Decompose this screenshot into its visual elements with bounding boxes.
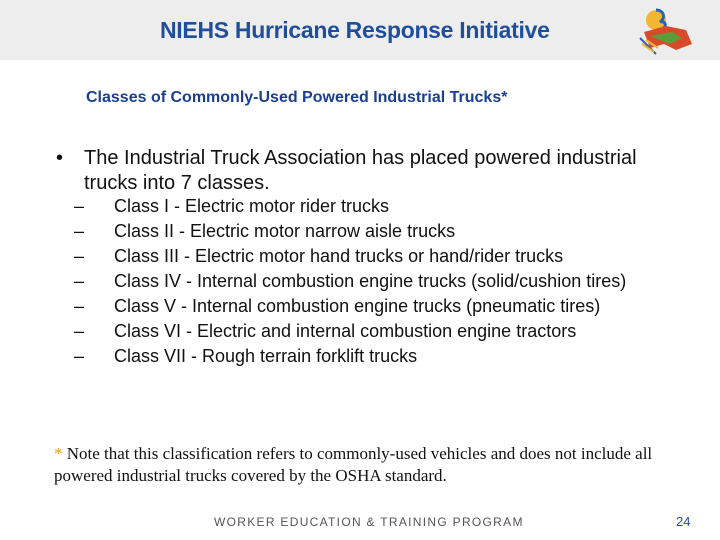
class-list xyxy=(74,196,694,371)
list-item-text: Class IV - Internal combustion engine trucks (solid/cushion tires) xyxy=(114,271,627,291)
footer-program: WORKER EDUCATION & TRAINING PROGRAM xyxy=(214,515,524,529)
dash-marker: – xyxy=(74,296,85,316)
list-item-text: Class VII - Rough terrain forklift trucks xyxy=(114,346,418,366)
footnote-star: * xyxy=(54,444,63,463)
list-item-text: Class V - Internal combustion engine trucks (pneumatic tires) xyxy=(114,296,601,316)
dash-marker: – xyxy=(74,321,85,341)
hurricane-map-logo-icon xyxy=(636,4,696,58)
list-item-text: Class VI - Electric and internal combustion engine tractors xyxy=(114,321,577,341)
list-item-text: Class III - Electric motor hand trucks or hand/rider trucks xyxy=(114,246,564,266)
bullet-text: The Industrial Truck Association has placed powered industrial trucks into 7 classes. xyxy=(84,147,637,194)
footnote xyxy=(54,443,674,487)
list-item xyxy=(74,196,694,216)
dash-marker: – xyxy=(74,196,85,216)
dash-marker: – xyxy=(74,246,85,266)
header-title: NIEHS Hurricane Response Initiative xyxy=(160,17,550,43)
list-item-text: Class I - Electric motor rider trucks xyxy=(114,196,390,216)
list-item xyxy=(74,246,694,266)
list-item xyxy=(74,221,694,241)
list-item xyxy=(74,346,694,366)
slide-subtitle: Classes of Commonly-Used Powered Industrial Trucks* xyxy=(86,89,508,106)
list-item-text: Class II - Electric motor narrow aisle trucks xyxy=(114,221,456,241)
page-number: 24 xyxy=(676,514,691,529)
header-bar xyxy=(0,0,720,60)
dash-marker: – xyxy=(74,346,85,366)
bullet-dot: • xyxy=(56,147,64,169)
list-item xyxy=(74,321,694,341)
dash-marker: – xyxy=(74,271,85,291)
dash-marker: – xyxy=(74,221,85,241)
footnote-text: Note that this classification refers to commonly-used vehicles and does not include all powered industrial trucks covered by the OSHA standard. xyxy=(54,444,653,485)
list-item xyxy=(74,296,694,316)
list-item xyxy=(74,271,694,291)
